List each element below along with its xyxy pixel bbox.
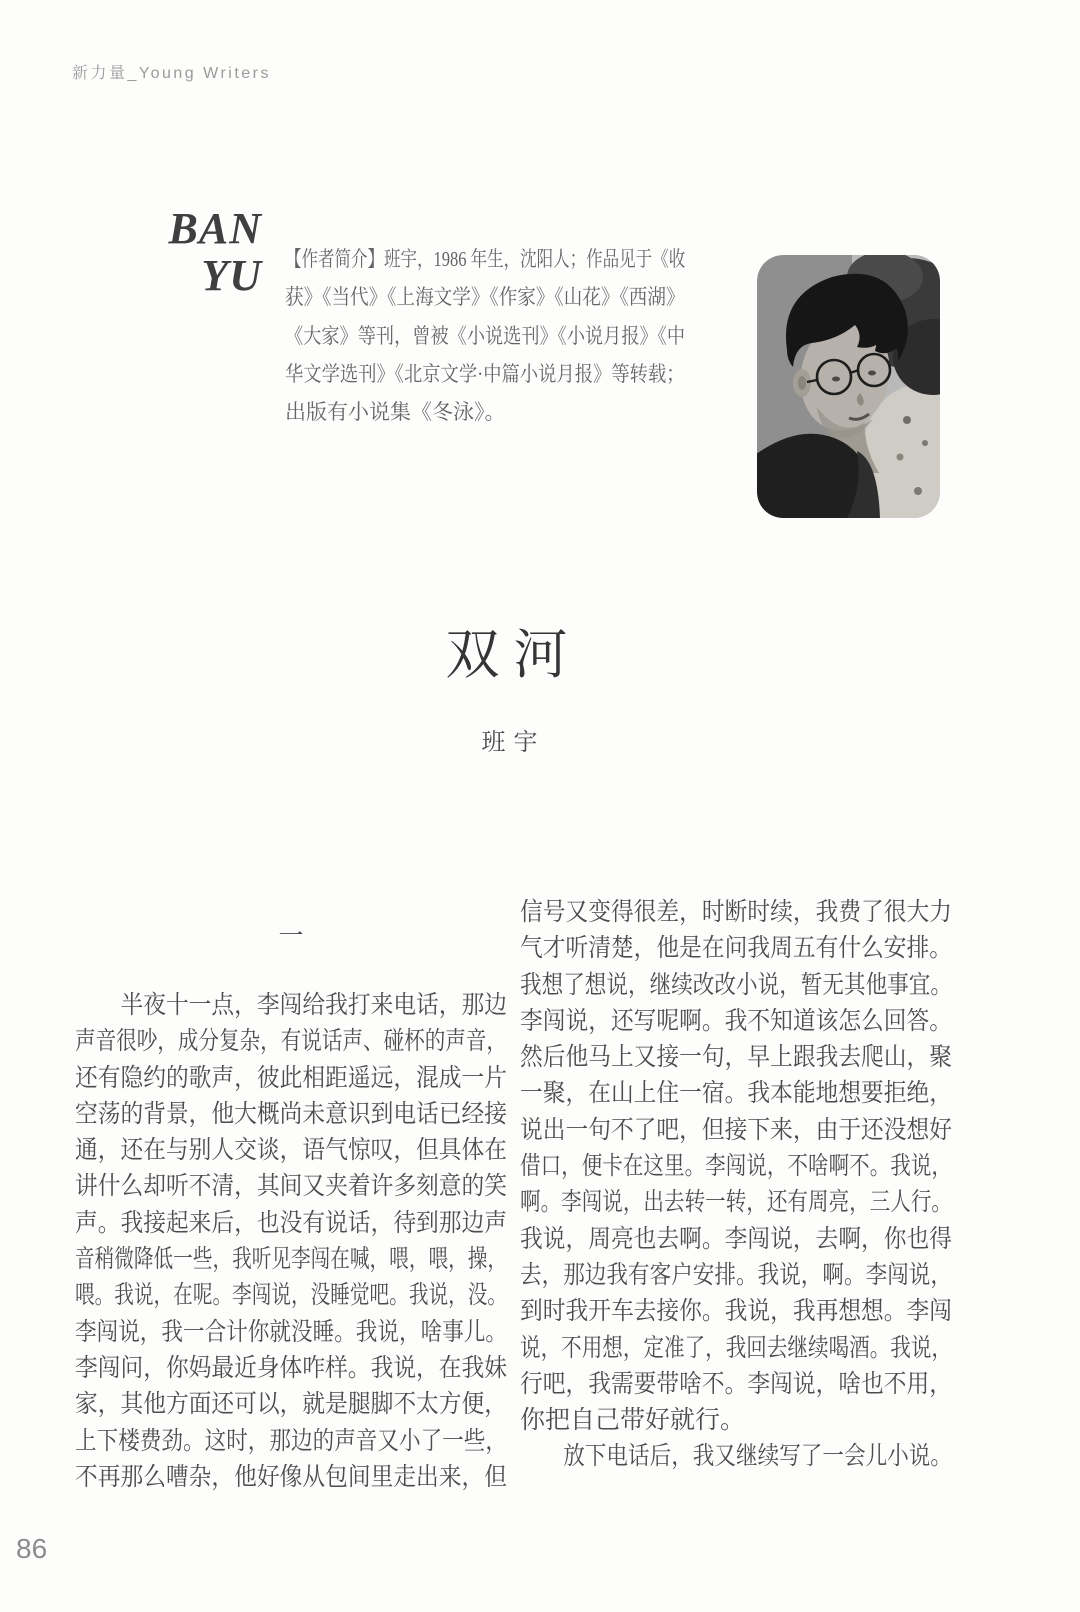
section-number: 一 xyxy=(278,923,304,950)
page-number: 86 xyxy=(16,1533,48,1564)
text-line: 到时我开车去接你。我说，我再想想。李闯 xyxy=(520,1298,953,1326)
bio-line: 【作者简介】班宇，1986 年生，沈阳人；作品见于《收 xyxy=(285,247,686,271)
text-line: 家，其他方面还可以，就是腿脚不太方便， xyxy=(75,1391,508,1419)
text-line: 然后他马上又接一句，早上跟我去爬山，聚 xyxy=(520,1044,953,1072)
text-line: 你把自己带好就行。 xyxy=(520,1407,746,1435)
story-byline: 班宇 xyxy=(481,730,546,756)
text-line: 信号又变得很差，时断时续，我费了很大力 xyxy=(520,899,953,926)
author-photo xyxy=(757,255,940,518)
text-line: 李闯问，你妈最近身体咋样。我说，在我妹 xyxy=(75,1354,508,1382)
text-line: 气才听清楚，他是在问我周五有什么安排。 xyxy=(520,935,953,963)
text-line: 放下电话后，我又继续写了一会儿小说。 xyxy=(520,1443,953,1471)
author-name-line2: YU xyxy=(201,251,262,300)
text-line: 一聚，在山上住一宿。我本能地想要拒绝， xyxy=(520,1080,953,1108)
author-bio xyxy=(285,240,685,431)
text-line: 我想了想说，继续改改小说，暂无其他事宜。 xyxy=(520,971,953,999)
story-title: 双河 xyxy=(445,625,582,685)
text-column-left xyxy=(75,988,507,1496)
text-line: 讲什么却听不清，其间又夹着许多刻意的笑 xyxy=(75,1173,508,1201)
bio-line: 出版有小说集《冬泳》。 xyxy=(285,400,506,425)
text-line: 李闯说，我一合计你就没睡。我说，啥事儿。 xyxy=(75,1318,508,1346)
text-line: 说出一句不了吧，但接下来，由于还没想好 xyxy=(520,1116,953,1144)
bio-line: 获》《当代》《上海文学》《作家》《山花》《西湖》 xyxy=(285,285,685,310)
bio-line: 《大家》等刊，曾被《小说选刊》《小说月报》《中 xyxy=(285,323,685,348)
text-line: 不再那么嘈杂，他好像从包间里走出来，但 xyxy=(75,1463,508,1491)
text-line: 借口，便卡在这里。李闯说，不啥啊不。我说， xyxy=(520,1153,953,1181)
text-line: 啊。李闯说，出去转一转，还有周亮，三人行。 xyxy=(520,1189,953,1217)
author-name-latin xyxy=(100,205,262,299)
text-line: 通，还在与别人交谈，语气惊叹，但具体在 xyxy=(75,1137,508,1165)
section-header: 新力量_Young Writers xyxy=(72,65,272,82)
text-line: 说，不用想，定准了，我回去继续喝酒。我说， xyxy=(520,1334,953,1362)
text-line: 我说，周亮也去啊。李闯说，去啊，你也得 xyxy=(520,1225,953,1253)
text-line: 音稍微降低一些，我听见李闯在喊，喂，喂，操， xyxy=(75,1246,508,1274)
text-line: 声。我接起来后，也没有说话，待到那边声 xyxy=(75,1209,508,1237)
text-line: 声音很吵，成分复杂，有说话声、碰杯的声音， xyxy=(75,1028,508,1056)
bio-line: 华文学选刊》《北京文学·中篇小说月报》等转载； xyxy=(285,361,685,386)
text-line: 行吧，我需要带啥不。李闯说，啥也不用， xyxy=(520,1370,953,1398)
text-line: 李闯说，还写呢啊。我不知道该怎么回答。 xyxy=(520,1007,953,1035)
text-line: 还有隐约的歌声，彼此相距遥远，混成一片 xyxy=(75,1064,508,1092)
text-line: 喂。我说，在呢。李闯说，没睡觉吧。我说，没。 xyxy=(75,1282,508,1310)
text-line: 去，那边我有客户安排。我说，啊。李闯说， xyxy=(520,1261,953,1289)
author-portrait-image xyxy=(757,255,940,518)
text-column-right xyxy=(520,895,952,1476)
text-line: 半夜十一点，李闯给我打来电话，那边 xyxy=(75,992,508,1019)
text-line: 空荡的背景，他大概尚未意识到电话已经接 xyxy=(75,1100,508,1128)
author-name-line1: BAN xyxy=(168,204,262,253)
text-line: 上下楼费劲。这时，那边的声音又小了一些， xyxy=(75,1427,508,1455)
